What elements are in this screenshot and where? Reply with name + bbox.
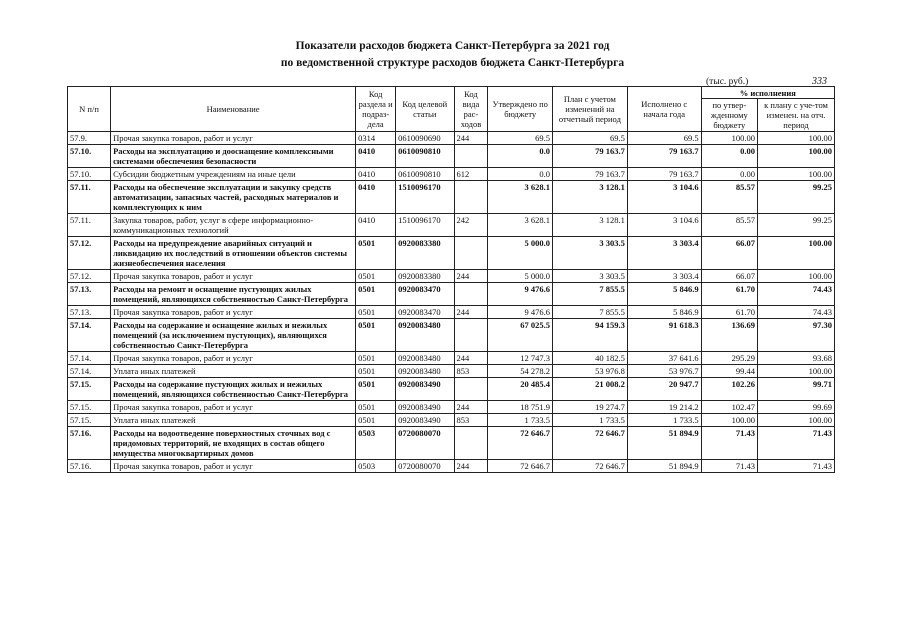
row-number: 57.12. bbox=[68, 237, 111, 270]
row-number: 57.15. bbox=[68, 414, 111, 427]
row-target-code: 0920083470 bbox=[396, 283, 454, 306]
row-approved: 9 476.6 bbox=[488, 306, 553, 319]
row-name: Расходы на содержание и оснащение жилых и нежилых помещений (за исключением пустующих), являющихся собственностью Санкт-Петербурга bbox=[111, 319, 356, 352]
row-name: Прочая закупка товаров, работ и услуг bbox=[111, 352, 356, 365]
row-name: Уплата иных платежей bbox=[111, 414, 356, 427]
header-executed: Исполнено с начала года bbox=[627, 87, 701, 132]
row-target-code: 0920083380 bbox=[396, 237, 454, 270]
row-number: 57.16. bbox=[68, 427, 111, 460]
header-name: Наименование bbox=[111, 87, 356, 132]
row-target-code: 0610090810 bbox=[396, 168, 454, 181]
row-target-code: 0920083490 bbox=[396, 401, 454, 414]
row-plan: 53 976.8 bbox=[552, 365, 627, 378]
table-row bbox=[68, 306, 835, 319]
row-section-code: 0501 bbox=[356, 283, 396, 306]
row-section-code: 0503 bbox=[356, 460, 396, 473]
row-plan: 7 855.5 bbox=[552, 283, 627, 306]
row-type-code: 244 bbox=[454, 132, 488, 145]
table-row bbox=[68, 460, 835, 473]
header-section-code: Код раздела и подраз-дела bbox=[356, 87, 396, 132]
row-section-code: 0501 bbox=[356, 414, 396, 427]
row-name: Прочая закупка товаров, работ и услуг bbox=[111, 270, 356, 283]
row-type-code bbox=[454, 378, 488, 401]
row-plan: 19 274.7 bbox=[552, 401, 627, 414]
row-section-code: 0410 bbox=[356, 145, 396, 168]
row-pct-plan: 71.43 bbox=[758, 460, 835, 473]
row-target-code: 0920083380 bbox=[396, 270, 454, 283]
row-pct-plan: 100.00 bbox=[758, 365, 835, 378]
row-number: 57.13. bbox=[68, 306, 111, 319]
row-target-code: 0920083480 bbox=[396, 352, 454, 365]
row-approved: 9 476.6 bbox=[488, 283, 553, 306]
row-approved: 5 000.0 bbox=[488, 270, 553, 283]
table-row bbox=[68, 414, 835, 427]
row-target-code: 0610090810 bbox=[396, 145, 454, 168]
row-plan: 72 646.7 bbox=[552, 460, 627, 473]
row-type-code bbox=[454, 237, 488, 270]
header-target-code: Код целевой статьи bbox=[396, 87, 454, 132]
row-target-code: 0720080070 bbox=[396, 427, 454, 460]
row-pct-approved: 99.44 bbox=[701, 365, 757, 378]
row-type-code: 244 bbox=[454, 460, 488, 473]
row-pct-approved: 102.47 bbox=[701, 401, 757, 414]
row-section-code: 0501 bbox=[356, 237, 396, 270]
row-section-code: 0410 bbox=[356, 214, 396, 237]
row-type-code: 612 bbox=[454, 168, 488, 181]
row-executed: 19 214.2 bbox=[627, 401, 701, 414]
title-line-2: по ведомственной структуре расходов бюджета Санкт-Петербурга bbox=[280, 57, 625, 69]
page-number: 333 bbox=[812, 76, 827, 87]
row-approved: 12 747.3 bbox=[488, 352, 553, 365]
row-pct-plan: 100.00 bbox=[758, 168, 835, 181]
row-number: 57.10. bbox=[68, 145, 111, 168]
row-pct-approved: 295.29 bbox=[701, 352, 757, 365]
row-target-code: 0920083490 bbox=[396, 378, 454, 401]
table-row bbox=[68, 237, 835, 270]
row-name: Прочая закупка товаров, работ и услуг bbox=[111, 306, 356, 319]
row-approved: 0.0 bbox=[488, 168, 553, 181]
table-row bbox=[68, 401, 835, 414]
row-pct-plan: 100.00 bbox=[758, 132, 835, 145]
row-type-code: 244 bbox=[454, 270, 488, 283]
row-pct-approved: 71.43 bbox=[701, 427, 757, 460]
header-approved: Утверждено по бюджету bbox=[488, 87, 553, 132]
row-pct-approved: 102.26 bbox=[701, 378, 757, 401]
row-type-code: 244 bbox=[454, 401, 488, 414]
row-pct-plan: 99.25 bbox=[758, 181, 835, 214]
row-approved: 72 646.7 bbox=[488, 460, 553, 473]
row-number: 57.15. bbox=[68, 378, 111, 401]
row-executed: 1 733.5 bbox=[627, 414, 701, 427]
row-executed: 53 976.7 bbox=[627, 365, 701, 378]
row-name: Прочая закупка товаров, работ и услуг bbox=[111, 132, 356, 145]
row-section-code: 0501 bbox=[356, 306, 396, 319]
row-name: Закупка товаров, работ, услуг в сфере информационно-коммуникационных технологий bbox=[111, 214, 356, 237]
row-number: 57.14. bbox=[68, 352, 111, 365]
row-executed: 3 104.6 bbox=[627, 214, 701, 237]
row-plan: 40 182.5 bbox=[552, 352, 627, 365]
row-pct-plan: 100.00 bbox=[758, 145, 835, 168]
row-section-code: 0314 bbox=[356, 132, 396, 145]
row-target-code: 1510096170 bbox=[396, 214, 454, 237]
row-type-code: 242 bbox=[454, 214, 488, 237]
row-plan: 3 128.1 bbox=[552, 181, 627, 214]
row-pct-plan: 99.25 bbox=[758, 214, 835, 237]
budget-table bbox=[67, 86, 835, 473]
row-approved: 54 278.2 bbox=[488, 365, 553, 378]
header-plan: План с учетом изменений на отчетный период bbox=[552, 87, 627, 132]
row-section-code: 0501 bbox=[356, 365, 396, 378]
row-approved: 67 025.5 bbox=[488, 319, 553, 352]
row-number: 57.15. bbox=[68, 401, 111, 414]
row-approved: 3 628.1 bbox=[488, 214, 553, 237]
row-pct-approved: 71.43 bbox=[701, 460, 757, 473]
title-line-1: Показатели расходов бюджета Санкт-Петербурга за 2021 год bbox=[295, 40, 610, 52]
row-executed: 3 303.4 bbox=[627, 270, 701, 283]
table-row bbox=[68, 214, 835, 237]
header-type-code: Код вида рас-ходов bbox=[454, 87, 488, 132]
row-number: 57.14. bbox=[68, 319, 111, 352]
table-row bbox=[68, 319, 835, 352]
row-pct-plan: 74.43 bbox=[758, 283, 835, 306]
row-approved: 5 000.0 bbox=[488, 237, 553, 270]
row-target-code: 0920083480 bbox=[396, 365, 454, 378]
row-section-code: 0501 bbox=[356, 401, 396, 414]
row-plan: 69.5 bbox=[552, 132, 627, 145]
row-approved: 72 646.7 bbox=[488, 427, 553, 460]
row-pct-approved: 66.07 bbox=[701, 237, 757, 270]
row-approved: 1 733.5 bbox=[488, 414, 553, 427]
row-executed: 51 894.9 bbox=[627, 460, 701, 473]
row-pct-approved: 136.69 bbox=[701, 319, 757, 352]
row-executed: 5 846.9 bbox=[627, 306, 701, 319]
row-section-code: 0501 bbox=[356, 378, 396, 401]
row-number: 57.13. bbox=[68, 283, 111, 306]
row-name: Субсидии бюджетным учреждениям на иные цели bbox=[111, 168, 356, 181]
row-executed: 69.5 bbox=[627, 132, 701, 145]
row-type-code bbox=[454, 145, 488, 168]
row-section-code: 0501 bbox=[356, 319, 396, 352]
row-section-code: 0501 bbox=[356, 270, 396, 283]
row-executed: 20 947.7 bbox=[627, 378, 701, 401]
row-type-code bbox=[454, 427, 488, 460]
row-type-code bbox=[454, 181, 488, 214]
row-target-code: 0720080070 bbox=[396, 460, 454, 473]
row-pct-approved: 66.07 bbox=[701, 270, 757, 283]
row-target-code: 0610090690 bbox=[396, 132, 454, 145]
row-type-code bbox=[454, 283, 488, 306]
header-pct-approved: по утвер-жденному бюджету bbox=[701, 99, 757, 132]
table-row bbox=[68, 270, 835, 283]
row-plan: 1 733.5 bbox=[552, 414, 627, 427]
row-pct-approved: 61.70 bbox=[701, 306, 757, 319]
row-target-code: 0920083470 bbox=[396, 306, 454, 319]
row-type-code: 853 bbox=[454, 414, 488, 427]
row-pct-approved: 0.00 bbox=[701, 145, 757, 168]
row-type-code: 244 bbox=[454, 306, 488, 319]
row-name: Прочая закупка товаров, работ и услуг bbox=[111, 460, 356, 473]
row-name: Расходы на эксплуатацию и дооснащение комплексными системами обеспечения безопасности bbox=[111, 145, 356, 168]
row-plan: 79 163.7 bbox=[552, 168, 627, 181]
table-row bbox=[68, 365, 835, 378]
row-pct-approved: 85.57 bbox=[701, 214, 757, 237]
row-pct-approved: 61.70 bbox=[701, 283, 757, 306]
table-row bbox=[68, 378, 835, 401]
row-executed: 5 846.9 bbox=[627, 283, 701, 306]
row-pct-plan: 97.30 bbox=[758, 319, 835, 352]
row-pct-plan: 99.69 bbox=[758, 401, 835, 414]
row-executed: 3 303.4 bbox=[627, 237, 701, 270]
header-pct-plan: к плану с уче-том изменен. на отч. период bbox=[758, 99, 835, 132]
row-name: Расходы на содержание пустующих жилых и нежилых помещений, являющихся собственностью Санкт-Петербурга bbox=[111, 378, 356, 401]
table-row bbox=[68, 352, 835, 365]
row-pct-plan: 100.00 bbox=[758, 270, 835, 283]
row-approved: 69.5 bbox=[488, 132, 553, 145]
row-pct-plan: 100.00 bbox=[758, 414, 835, 427]
row-number: 57.11. bbox=[68, 181, 111, 214]
row-pct-plan: 99.71 bbox=[758, 378, 835, 401]
row-number: 57.16. bbox=[68, 460, 111, 473]
header-percent: % исполнения bbox=[701, 87, 834, 99]
row-pct-plan: 74.43 bbox=[758, 306, 835, 319]
row-name: Расходы на обеспечение эксплуатации и закупку средств автоматизации, запасных частей, расходных материалов и комплектующих к ним bbox=[111, 181, 356, 214]
row-plan: 79 163.7 bbox=[552, 145, 627, 168]
row-executed: 79 163.7 bbox=[627, 145, 701, 168]
table-row bbox=[68, 181, 835, 214]
row-section-code: 0410 bbox=[356, 181, 396, 214]
row-section-code: 0501 bbox=[356, 352, 396, 365]
row-pct-approved: 0.00 bbox=[701, 168, 757, 181]
row-target-code: 0920083480 bbox=[396, 319, 454, 352]
header-num: N п/п bbox=[68, 87, 111, 132]
row-name: Уплата иных платежей bbox=[111, 365, 356, 378]
row-plan: 3 128.1 bbox=[552, 214, 627, 237]
row-executed: 51 894.9 bbox=[627, 427, 701, 460]
row-executed: 37 641.6 bbox=[627, 352, 701, 365]
row-type-code: 244 bbox=[454, 352, 488, 365]
row-executed: 91 618.3 bbox=[627, 319, 701, 352]
row-target-code: 0920083490 bbox=[396, 414, 454, 427]
row-type-code bbox=[454, 319, 488, 352]
row-executed: 3 104.6 bbox=[627, 181, 701, 214]
row-plan: 72 646.7 bbox=[552, 427, 627, 460]
row-section-code: 0410 bbox=[356, 168, 396, 181]
row-approved: 18 751.9 bbox=[488, 401, 553, 414]
table-row bbox=[68, 427, 835, 460]
row-number: 57.14. bbox=[68, 365, 111, 378]
row-pct-approved: 100.00 bbox=[701, 132, 757, 145]
row-pct-plan: 100.00 bbox=[758, 237, 835, 270]
row-approved: 3 628.1 bbox=[488, 181, 553, 214]
row-name: Прочая закупка товаров, работ и услуг bbox=[111, 401, 356, 414]
row-executed: 79 163.7 bbox=[627, 168, 701, 181]
row-pct-plan: 93.68 bbox=[758, 352, 835, 365]
row-plan: 94 159.3 bbox=[552, 319, 627, 352]
row-plan: 7 855.5 bbox=[552, 306, 627, 319]
table-row bbox=[68, 132, 835, 145]
row-pct-approved: 100.00 bbox=[701, 414, 757, 427]
row-approved: 20 485.4 bbox=[488, 378, 553, 401]
row-plan: 21 008.2 bbox=[552, 378, 627, 401]
row-number: 57.9. bbox=[68, 132, 111, 145]
row-target-code: 1510096170 bbox=[396, 181, 454, 214]
row-approved: 0.0 bbox=[488, 145, 553, 168]
table-row bbox=[68, 145, 835, 168]
row-pct-plan: 71.43 bbox=[758, 427, 835, 460]
row-number: 57.12. bbox=[68, 270, 111, 283]
units-label: (тыс. руб.) bbox=[706, 77, 749, 87]
row-type-code: 853 bbox=[454, 365, 488, 378]
row-name: Расходы на водоотведение поверхностных сточных вод с придомовых территорий, не входящих в состав общего имущества многоквартирных домов bbox=[111, 427, 356, 460]
table-row bbox=[68, 168, 835, 181]
row-section-code: 0503 bbox=[356, 427, 396, 460]
report-title bbox=[0, 38, 905, 72]
row-number: 57.10. bbox=[68, 168, 111, 181]
table-row bbox=[68, 283, 835, 306]
row-name: Расходы на ремонт и оснащение пустующих жилых помещений, являющихся собственностью Санкт-Петербурга bbox=[111, 283, 356, 306]
row-name: Расходы на предупреждение аварийных ситуаций и ликвидацию их последствий в отношении объектов системы жизнеобеспечения населения bbox=[111, 237, 356, 270]
row-pct-approved: 85.57 bbox=[701, 181, 757, 214]
row-number: 57.11. bbox=[68, 214, 111, 237]
row-plan: 3 303.5 bbox=[552, 237, 627, 270]
table-body bbox=[68, 132, 835, 473]
row-plan: 3 303.5 bbox=[552, 270, 627, 283]
